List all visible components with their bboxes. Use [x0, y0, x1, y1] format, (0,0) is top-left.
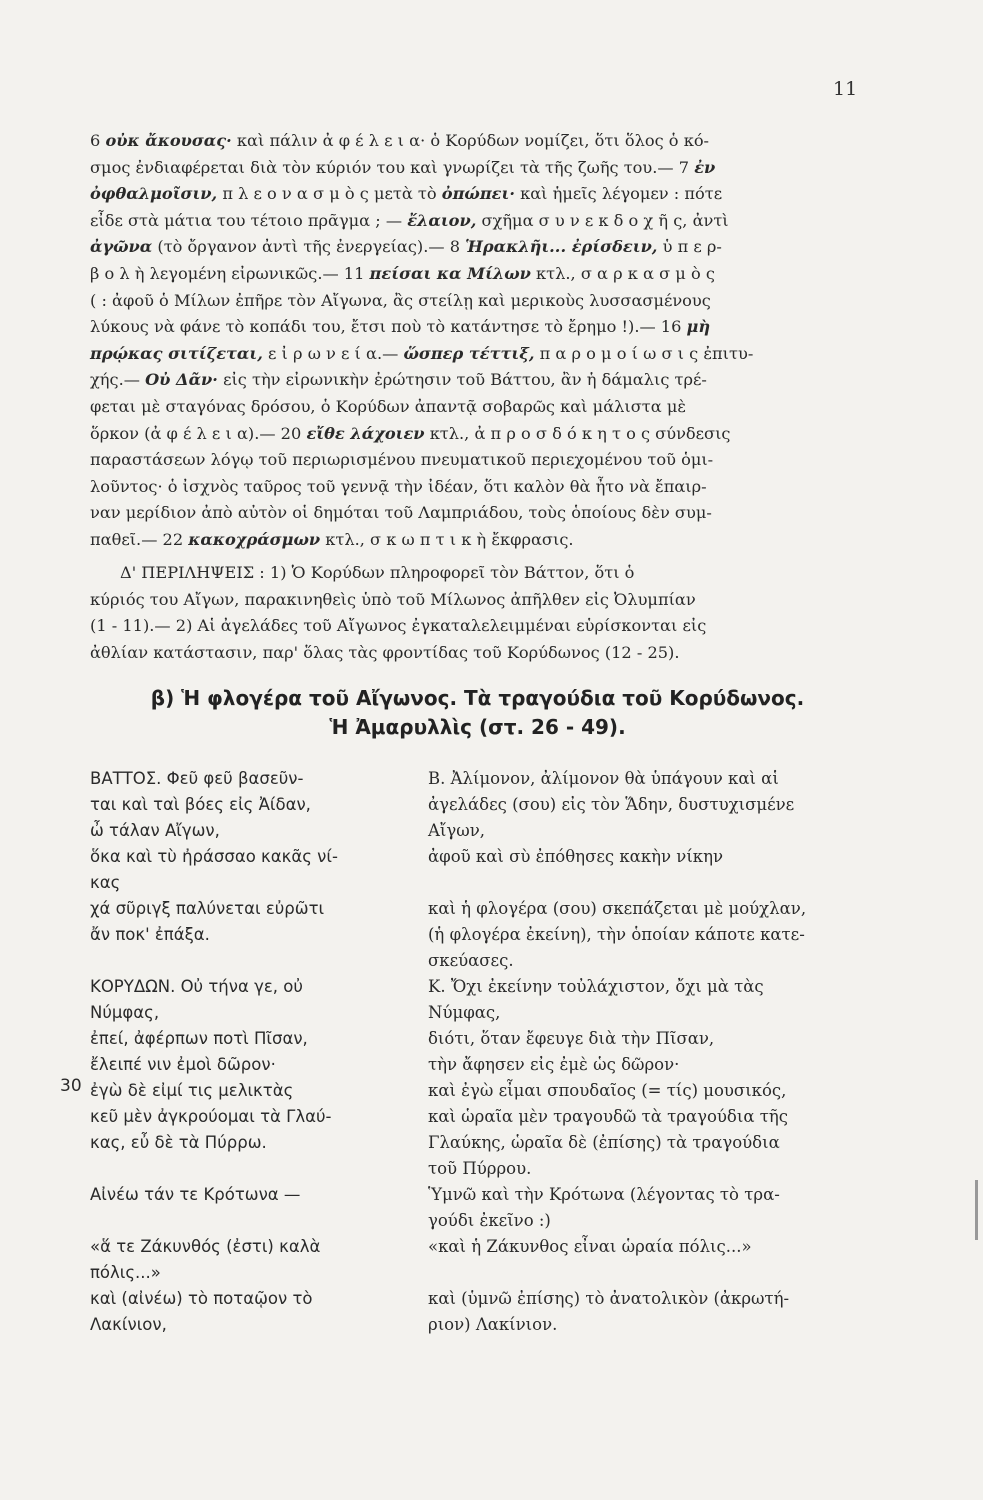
greek-line: ὅκα καὶ τὺ ἠράσσαο κακᾶς νί- — [90, 847, 338, 866]
greek-line: ἐγὼ δὲ εἰμί τις μελικτὰς — [90, 1081, 294, 1100]
note-line: χής.— Οὐ Δᾶν· εἰς τὴν εἰρωνικὴν ἐρώτησιν τοῦ Βάττου, ἂν ἡ δάμαλις τρέ- — [90, 370, 707, 390]
note-line: παραστάσεων λόγῳ τοῦ περιωρισμένου πνευματικοῦ περιεχομένου τοῦ ὁμι- — [90, 450, 714, 470]
section-heading-line-1: β) Ἡ φλογέρα τοῦ Αἴγωνος. Τὰ τραγούδια τοῦ Κορύδωνος. — [150, 686, 805, 710]
page-number: 11 — [833, 78, 858, 100]
verse-line-number: 30 — [60, 1076, 82, 1096]
note-line: παθεῖ.— 22 κακοχράσμων κτλ., σ κ ω π τ ι κ ὴ ἔκφρασις. — [90, 529, 574, 549]
translation-line: ριον) Λακίνιον. — [428, 1315, 558, 1334]
greek-line: ἄν ποκ' ἐπάξα. — [90, 925, 210, 944]
translation-line: Αἴγων, — [428, 821, 485, 840]
translation-line: Ὑμνῶ καὶ τὴν Κρότωνα (λέγοντας τὸ τρα- — [428, 1185, 780, 1204]
greek-line: κας, εὖ δὲ τὰ Πύρρω. — [90, 1133, 267, 1152]
translation-line: ἀφοῦ καὶ σὺ ἐπόθησες κακὴν νίκην — [428, 847, 724, 866]
greek-line-spacer — [90, 1208, 392, 1234]
commentary-notes — [90, 128, 865, 554]
note-line: λύκους νὰ φάνε τὸ κοπάδι του, ἔτσι ποὺ τὸ κατάντησε τὸ ἔρημο !).— 16 μὴ — [90, 317, 711, 337]
translation-line: καὶ ἡ φλογέρα (σου) σκεπάζεται μὲ μούχλαν, — [428, 899, 807, 918]
greek-line: πόλις...» — [90, 1263, 161, 1282]
greek-line-spacer — [90, 948, 392, 974]
translation-line: διότι, ὅταν ἔφευγε διὰ τὴν Πῖσαν, — [428, 1029, 715, 1048]
section-heading — [90, 684, 865, 742]
summary-line: ἀθλίαν κατάστασιν, παρ' ὅλας τὰς φροντίδας τοῦ Κορύδωνος (12 - 25). — [90, 642, 680, 662]
note-line: ναν μερίδιον ἀπὸ αὐτὸν οἱ δημόται τοῦ Λαμπριάδου, τοὺς ὁποίους δὲν συμ- — [90, 503, 712, 523]
translation-column — [428, 766, 865, 1338]
note-line: ἀγῶνα (τὸ ὄργανον ἀντὶ τῆς ἐνεργείας).— 8 Ἡρακλῆι... ἐρίσδειν, ὑ π ε ρ- — [90, 237, 722, 257]
translation-line: καὶ (ὑμνῶ ἐπίσης) τὸ ἀνατολικὸν (ἀκρωτή- — [428, 1289, 790, 1308]
note-line: β ο λ ὴ λεγομένη εἰρωνικῶς.— 11 πείσαι κα Μίλων κτλ., σ α ρ κ α σ μ ὸ ς — [90, 263, 715, 283]
note-line: ὅρκον (ἀ φ έ λ ε ι α).— 20 εἴθε λάχοιεν κτλ., ἀ π ρ ο σ δ ό κ η τ ο ς σύνδεσις — [90, 423, 731, 443]
greek-line: ἔλειπέ νιν ἐμοὶ δῶρον· — [90, 1055, 276, 1074]
translation-line: Νύμφας, — [428, 1003, 501, 1022]
section-heading-line-2: Ἡ Ἀμαρυλλὶς (στ. 26 - 49). — [329, 715, 626, 739]
note-line: 6 οὐκ ἄκουσας· καὶ πάλιν ἀ φ έ λ ε ι α· ὁ Κορύδων νομίζει, ὅτι ὅλος ὁ κό- — [90, 131, 710, 150]
greek-line: «ἅ τε Ζάκυνθός (ἐστι) καλὰ — [90, 1237, 321, 1256]
translation-line: σκεύασες. — [428, 951, 514, 970]
note-line: σμος ἐνδιαφέρεται διὰ τὸν κύριόν του καὶ γνωρίζει τὰ τῆς ζωῆς του.— 7 ἐν — [90, 157, 716, 177]
summary-line: Δ' ΠΕΡΙΛΗΨΕΙΣ : 1) Ὁ Κορύδων πληροφορεῖ τὸν Βάττον, ὅτι ὁ — [120, 563, 635, 582]
translation-line: «καὶ ἡ Ζάκυνθος εἶναι ὡραία πόλις...» — [428, 1237, 752, 1256]
greek-line: καὶ (αἰνέω) τὸ ποταῷον τὸ — [90, 1289, 313, 1308]
note-line: λοῦντος· ὁ ἰσχνὸς ταῦρος τοῦ γεννᾷ τὴν ἰδέαν, ὅτι καλὸν θὰ ἦτο νὰ ἔπαιρ- — [90, 476, 707, 496]
summary-line: (1 - 11).— 2) Αἱ ἀγελάδες τοῦ Αἴγωνος ἐγκαταλελειμμέναι εὑρίσκονται εἰς — [90, 616, 707, 636]
translation-line: (ἡ φλογέρα ἐκείνη), τὴν ὁποίαν κάποτε κατε- — [428, 925, 805, 944]
greek-line: Νύμφας, — [90, 1003, 160, 1022]
note-line: εἶδε στὰ μάτια του τέτοιο πρᾶγμα ; — ἔλαιον, σχῆμα σ υ ν ε κ δ ο χ ῆ ς, ἀντὶ — [90, 210, 729, 230]
greek-line: ἐπεί, ἀφέρπων ποτὶ Πῖσαν, — [90, 1029, 308, 1048]
greek-line: ΒΑΤΤΟΣ. Φεῦ φεῦ βασεῦν- — [90, 769, 304, 788]
page-edge-mark — [975, 1180, 978, 1240]
translation-line: γούδι ἐκεῖνο :) — [428, 1211, 551, 1230]
greek-line: κεῦ μὲν ἀγκρούομαι τὰ Γλαύ- — [90, 1107, 332, 1126]
greek-line: Λακίνιον, — [90, 1315, 167, 1334]
translation-line-spacer — [428, 870, 865, 896]
translation-line-spacer — [428, 1260, 865, 1286]
greek-line: Αἰνέω τάν τε Κρότωνα — — [90, 1185, 301, 1204]
translation-line: καὶ ὡραῖα μὲν τραγουδῶ τὰ τραγούδια τῆς — [428, 1107, 788, 1126]
greek-line: ται καὶ ταὶ βόες εἰς Ἀίδαν, — [90, 795, 311, 814]
translation-line: Β. Ἀλίμονον, ἀλίμονον θὰ ὑπάγουν καὶ αἱ — [428, 769, 779, 788]
note-line: πρῴκας σιτίζεται, ε ἰ ρ ω ν ε ί α.— ὥσπερ τέττιξ, π α ρ ο μ ο ί ω σ ι ς ἐπιτυ- — [90, 343, 754, 363]
greek-line: κας — [90, 873, 121, 892]
greek-line: ΚΟΡΥΔΩΝ. Οὐ τήνα γε, οὐ — [90, 977, 303, 996]
translation-line: ἀγελάδες (σου) εἰς τὸν Ἅδην, δυστυχισμένε — [428, 795, 795, 814]
greek-line: χά σῦριγξ παλύνεται εὐρῶτι — [90, 899, 325, 918]
translation-line: τὴν ἄφησεν εἰς ἐμὲ ὡς δῶρον· — [428, 1055, 680, 1074]
greek-line: ὦ τάλαν Αἴγων, — [90, 821, 220, 840]
note-line: ( : ἀφοῦ ὁ Μίλων ἐπῆρε τὸν Αἴγωνα, ἂς στείλῃ καὶ μερικοὺς λυσσασμένους — [90, 290, 711, 310]
greek-line-spacer — [90, 1156, 392, 1182]
translation-line: Γλαύκης, ὡραῖα δὲ (ἐπίσης) τὰ τραγούδια — [428, 1133, 780, 1152]
summary-line: κύριός του Αἴγων, παρακινηθεὶς ὑπὸ τοῦ Μίλωνος ἀπῆλθεν εἰς Ὀλυμπίαν — [90, 589, 696, 609]
translation-line: καὶ ἐγὼ εἶμαι σπουδαῖος (= τίς) μουσικός, — [428, 1081, 787, 1100]
greek-text-column — [90, 766, 392, 1338]
translation-line: τοῦ Πύρρου. — [428, 1159, 532, 1178]
translation-line: Κ. Ὄχι ἐκείνην τοὐλάχιστον, ὄχι μὰ τὰς — [428, 977, 764, 996]
note-line: ὀφθαλμοῖσιν, π λ ε ο ν α σ μ ὸ ς μετὰ τὸ ὀπώπει· καὶ ἡμεῖς λέγομεν : πότε — [90, 184, 723, 204]
note-line: φεται μὲ σταγόνας δρόσου, ὁ Κορύδων ἀπαντᾷ σοβαρῶς καὶ μάλιστα μὲ — [90, 396, 687, 416]
summary-section — [90, 560, 865, 666]
